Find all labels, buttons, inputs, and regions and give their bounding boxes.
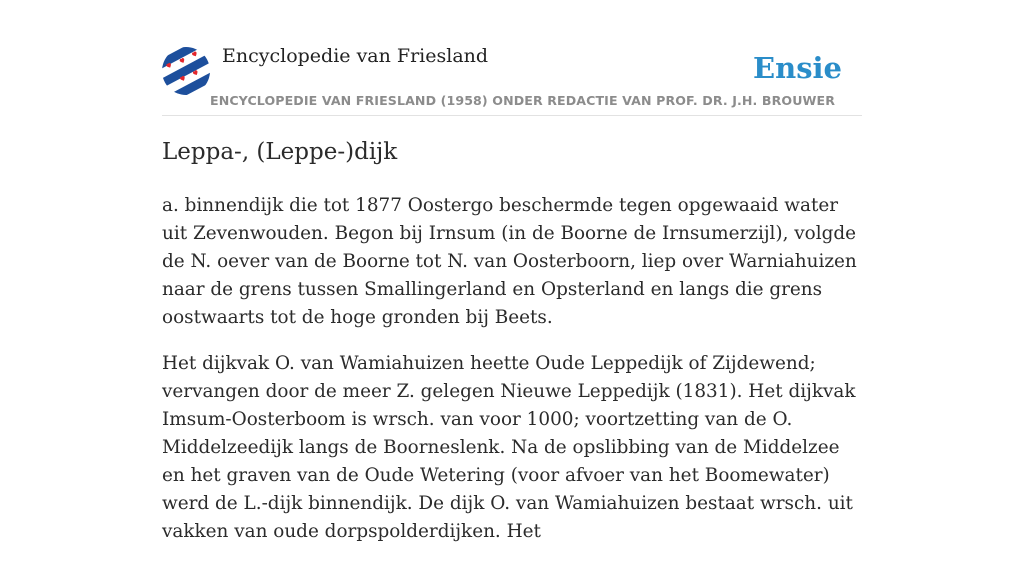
entry-content	[162, 192, 868, 564]
encyclopedia-title-link[interactable]: Encyclopedie van Friesland	[222, 45, 489, 67]
frisian-flag-logo-icon[interactable]	[162, 47, 210, 95]
ensie-logo-link[interactable]: Ensie	[753, 51, 842, 85]
encyclopedia-subtitle: ENCYCLOPEDIE VAN FRIESLAND (1958) ONDER REDACTIE VAN PROF. DR. J.H. BROUWER	[210, 93, 836, 108]
entry-title: Leppa-, (Leppe-)dijk	[162, 139, 398, 165]
entry-paragraph: Het dijkvak O. van Wamiahuizen heette Oude Leppedijk of Zijdewend; vervangen door de meer Z. gelegen Nieuwe Leppedijk (1831). Het dijkvak Imsum-Oosterboom is wrsch. van voor 1000; voortzetting van de O. Middelzeedijk langs de Boorneslenk. Na de opslibbing van de Middelzee en het graven van de Oude Wetering (voor afvoer van het Boomewater) werd de L.-dijk binnendijk. De dijk O. van Wamiahuizen bestaat wrsch. uit vakken van oude dorpspolderdijken. Het	[162, 353, 856, 542]
header-divider	[162, 115, 862, 116]
entry-paragraph: a. binnendijk die tot 1877 Oostergo beschermde tegen opgewaaid water uit Zevenwouden. Begon bij Irnsum (in de Boorne de Irnsumerzijl), volgde de N. oever van de Boorne tot N. van Oosterboorn, liep over Warniahuizen naar de grens tussen Smallingerland en Opsterland en langs die grens oostwaarts tot de hoge gronden bij Beets.	[162, 195, 857, 328]
